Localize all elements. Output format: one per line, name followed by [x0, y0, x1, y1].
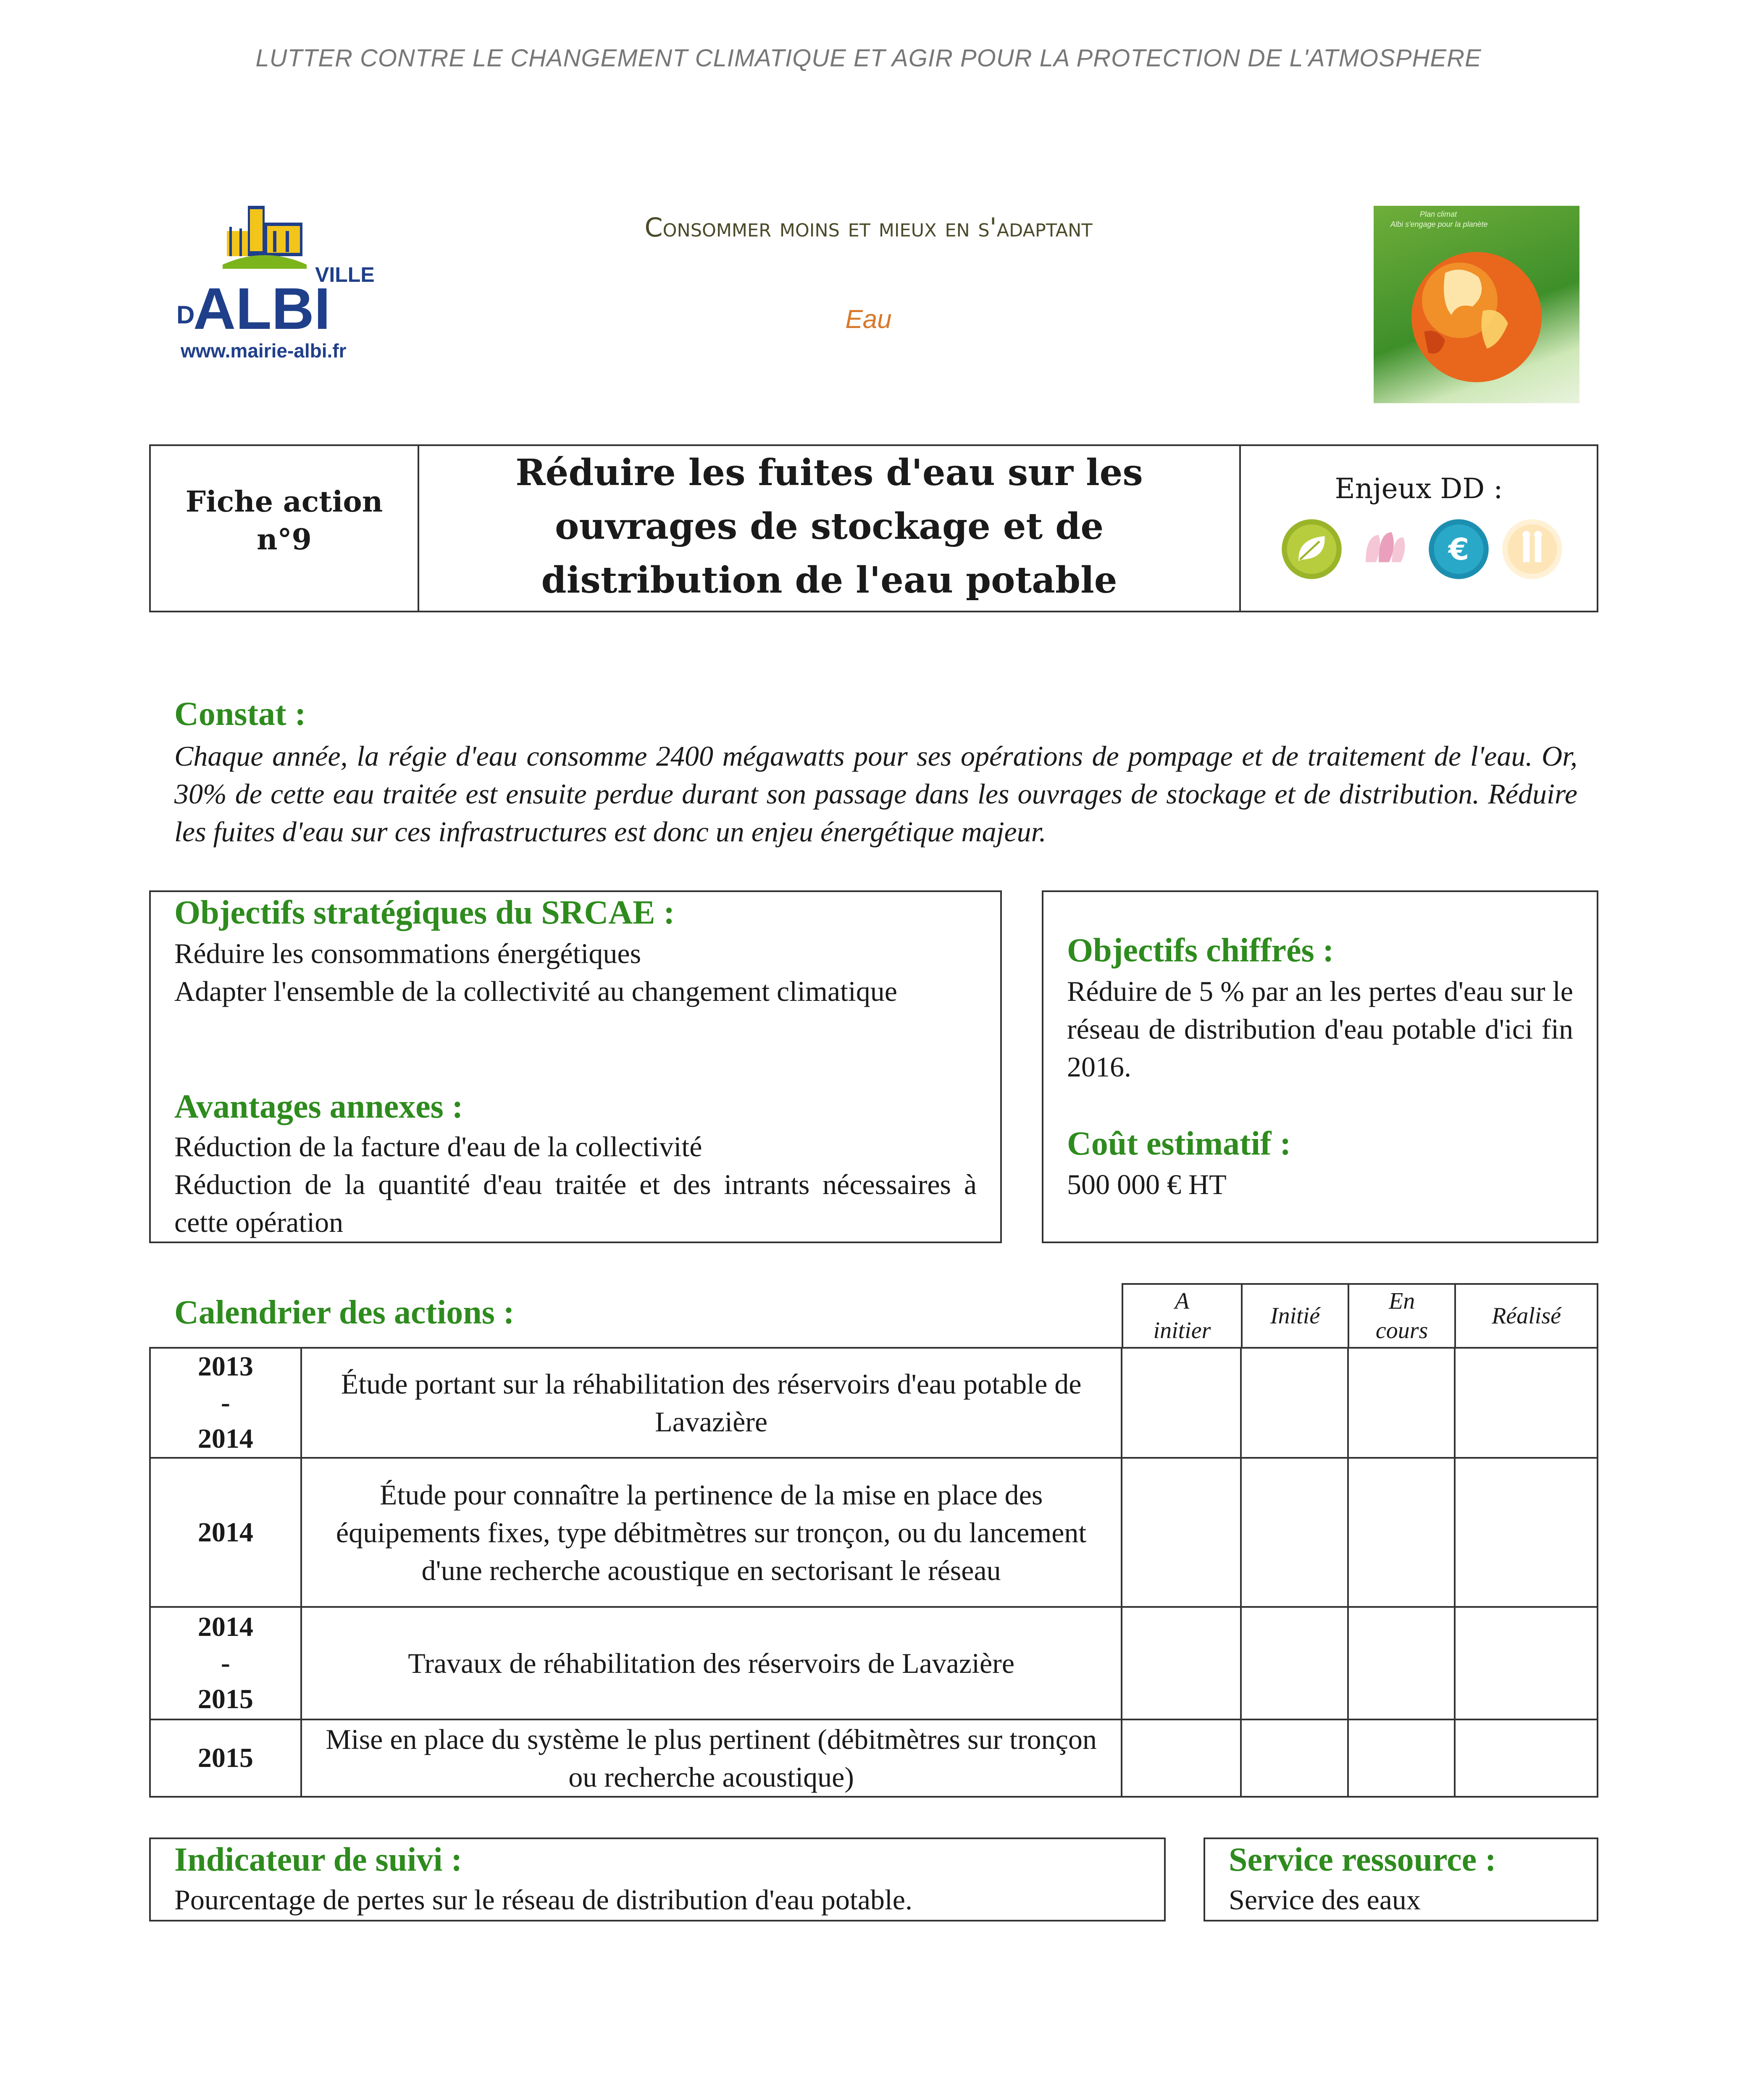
cout-title: Coût estimatif :: [1067, 1125, 1291, 1162]
status-cell-en-cours: [1348, 1607, 1455, 1719]
status-cell-en-cours: [1348, 1348, 1455, 1458]
status-header-initie: Initié: [1242, 1284, 1348, 1348]
fiche-number: n°9: [257, 523, 312, 556]
fiche-label: [151, 483, 418, 559]
earth-globe-icon: [1374, 206, 1579, 403]
logo-albi: ALBI: [193, 276, 331, 341]
avantages-list: [174, 1128, 977, 1241]
svg-text:€: €: [1448, 532, 1469, 567]
status-cell-realise: [1455, 1719, 1598, 1797]
status-cell-realise: [1455, 1458, 1598, 1607]
action-cell: Étude pour connaître la pertinence de la mise en place des équipements fixes, type débitmètres sur tronçon, ou du lancement d'une recherche acoustique en sectorisant le réseau: [301, 1458, 1122, 1607]
status-cell-realise: [1455, 1607, 1598, 1719]
constat-title: Constat :: [174, 696, 306, 732]
logo-ville: VILLE: [315, 263, 375, 286]
leaf-icon: [1279, 517, 1344, 582]
enjeux-label: Enjeux DD :: [1335, 472, 1503, 505]
cover-line1: Plan climat: [1420, 210, 1457, 218]
avantage-item: Réduction de la quantité d'eau traitée et des intrants nécessaires à cette opération: [174, 1168, 977, 1238]
theme-title: Consommer moins et mieux en s'adaptant: [644, 212, 1093, 243]
status-cell-realise: [1455, 1348, 1598, 1458]
table-row: [150, 1348, 1598, 1458]
year-cell: 2014: [150, 1458, 301, 1607]
year-cell: 2015: [150, 1719, 301, 1797]
fiche-title-line1: Réduire les fuites d'eau sur les: [515, 452, 1143, 494]
table-row: [150, 1719, 1598, 1797]
year-cell: 2013 - 2014: [150, 1348, 301, 1458]
plan-climat-cover: [1374, 206, 1579, 403]
fiche-label-line1: Fiche action: [185, 485, 383, 519]
euro-icon: [1426, 517, 1491, 582]
indicateur-text: Pourcentage de pertes sur le réseau de distribution d'eau potable.: [174, 1884, 912, 1916]
objectifs-chiffres-text: Réduire de 5 % par an les pertes d'eau sur le réseau de distribution d'eau potable d'ici fin 2016.: [1067, 975, 1573, 1083]
objectifs-srcae-title: Objectifs stratégiques du SRCAE :: [174, 894, 675, 931]
objectif-item: Adapter l'ensemble de la collectivité au changement climatique: [174, 975, 897, 1007]
fiche-title-line3: distribution de l'eau potable: [541, 559, 1117, 601]
fiche-divider-2: [1239, 444, 1241, 612]
page-banner: LUTTER CONTRE LE CHANGEMENT CLIMATIQUE ET AGIR POUR LA PROTECTION DE L'ATMOSPHERE: [255, 45, 1482, 72]
fiche-title: [419, 446, 1239, 611]
status-cell-initie: [1241, 1458, 1348, 1607]
objectifs-chiffres-title: Objectifs chiffrés :: [1067, 932, 1334, 969]
logo-d: D: [176, 301, 195, 329]
objectif-item: Réduire les consommations énergétiques: [174, 937, 641, 969]
status-header-realise: Réalisé: [1455, 1284, 1598, 1348]
service-title: Service ressource :: [1229, 1841, 1496, 1878]
service-text: Service des eaux: [1229, 1884, 1421, 1916]
objectifs-srcae-list: [174, 934, 977, 1010]
fiche-title-line2: ouvrages de stockage et de: [554, 505, 1104, 548]
status-cell-en-cours: [1348, 1458, 1455, 1607]
table-row: [150, 1458, 1598, 1607]
culture-icon: [1500, 517, 1565, 582]
year-cell: 2014 - 2015: [150, 1607, 301, 1719]
constat-text: Chaque année, la régie d'eau consomme 2400 mégawatts pour ses opérations de pompage et de traitement de l'eau. Or, 30% de cette eau traitée est ensuite perdue durant son passage dans les ouvrages de stockage et de distribution. Réduire les fuites d'eau sur ces infrastructures est donc un enjeu énergétique majeur.: [174, 740, 1577, 848]
people-icon: [1353, 517, 1418, 582]
status-header-table: [1122, 1283, 1598, 1349]
action-cell: Travaux de réhabilitation des réservoirs de Lavazière: [301, 1607, 1122, 1719]
status-cell-initie: [1241, 1348, 1348, 1458]
cout-text: 500 000 € HT: [1067, 1168, 1227, 1200]
table-row: [150, 1607, 1598, 1719]
status-cell-a-initier: [1122, 1719, 1241, 1797]
avantage-item: Réduction de la facture d'eau de la collectivité: [174, 1131, 702, 1163]
status-cell-initie: [1241, 1719, 1348, 1797]
avantages-title: Avantages annexes :: [174, 1088, 463, 1125]
status-cell-a-initier: [1122, 1348, 1241, 1458]
enjeux-icons: [1279, 517, 1565, 584]
status-cell-a-initier: [1122, 1607, 1241, 1719]
calendrier-title: Calendrier des actions :: [174, 1294, 515, 1331]
cover-line2: Albi s'engage pour la planète: [1390, 220, 1488, 228]
action-cell: Étude portant sur la réhabilitation des réservoirs d'eau potable de Lavazière: [301, 1348, 1122, 1458]
calendrier-table: [149, 1347, 1598, 1798]
status-cell-a-initier: [1122, 1458, 1241, 1607]
status-header-a-initier: A initier: [1122, 1284, 1242, 1348]
action-cell: Mise en place du système le plus pertinent (débitmètres sur tronçon ou recherche acoustique): [301, 1719, 1122, 1797]
indicateur-title: Indicateur de suivi :: [174, 1841, 462, 1878]
theme-subtitle: Eau: [845, 305, 892, 334]
status-cell-initie: [1241, 1607, 1348, 1719]
logo-url: www.mairie-albi.fr: [181, 340, 347, 362]
status-header-en-cours: En cours: [1348, 1284, 1455, 1348]
status-cell-en-cours: [1348, 1719, 1455, 1797]
